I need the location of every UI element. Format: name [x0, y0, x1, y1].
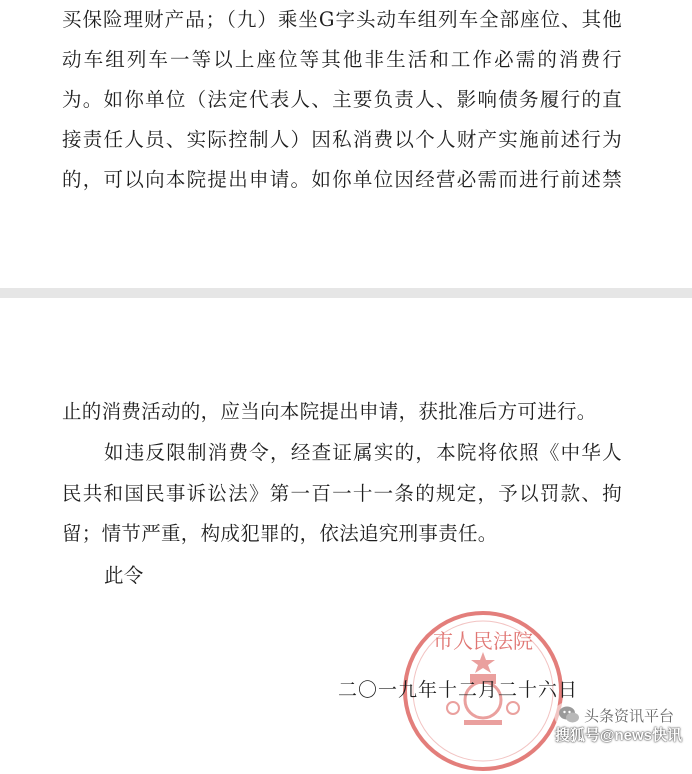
text-line: 为。如你单位（法定代表人、主要负责人、影响债务履行的直 [62, 88, 622, 111]
page-separator [0, 288, 692, 298]
text-line: 接责任人员、实际控制人）因私消费以个人财产实施前述行为 [62, 128, 622, 151]
watermark-source: 搜狐号@news快讯 [554, 727, 682, 744]
paragraph-first-line: 如违反限制消费令，经查证属实的，本院将依照《中华人 [104, 441, 622, 464]
text-line: 民共和国民事诉讼法》第一百一十一条的规定，予以罚款、拘 [62, 482, 622, 505]
text-line: 的，可以向本院提出申请。如你单位因经营必需而进行前述禁 [62, 168, 622, 191]
text-line: 留；情节严重，构成犯罪的，依法追究刑事责任。 [62, 522, 498, 545]
chat-bubble-icon [558, 704, 580, 726]
text-line: 动车组列车一等以上座位等其他非生活和工作必需的消费行 [62, 48, 622, 71]
seal-text: 市人民法院 [433, 629, 533, 653]
text-line: 止的消费活动的，应当向本院提出申请，获批准后方可进行。 [62, 400, 597, 423]
document-page-1 [0, 0, 692, 288]
watermark-platform-name: 头条资讯平台 [583, 707, 674, 725]
text-line: 买保险理财产品；（九）乘坐G字头动车组列车全部座位、其他 [62, 8, 622, 31]
issue-date: 二〇一九年十二月二十六日 [338, 679, 579, 701]
closing-text: 此令 [104, 564, 144, 587]
